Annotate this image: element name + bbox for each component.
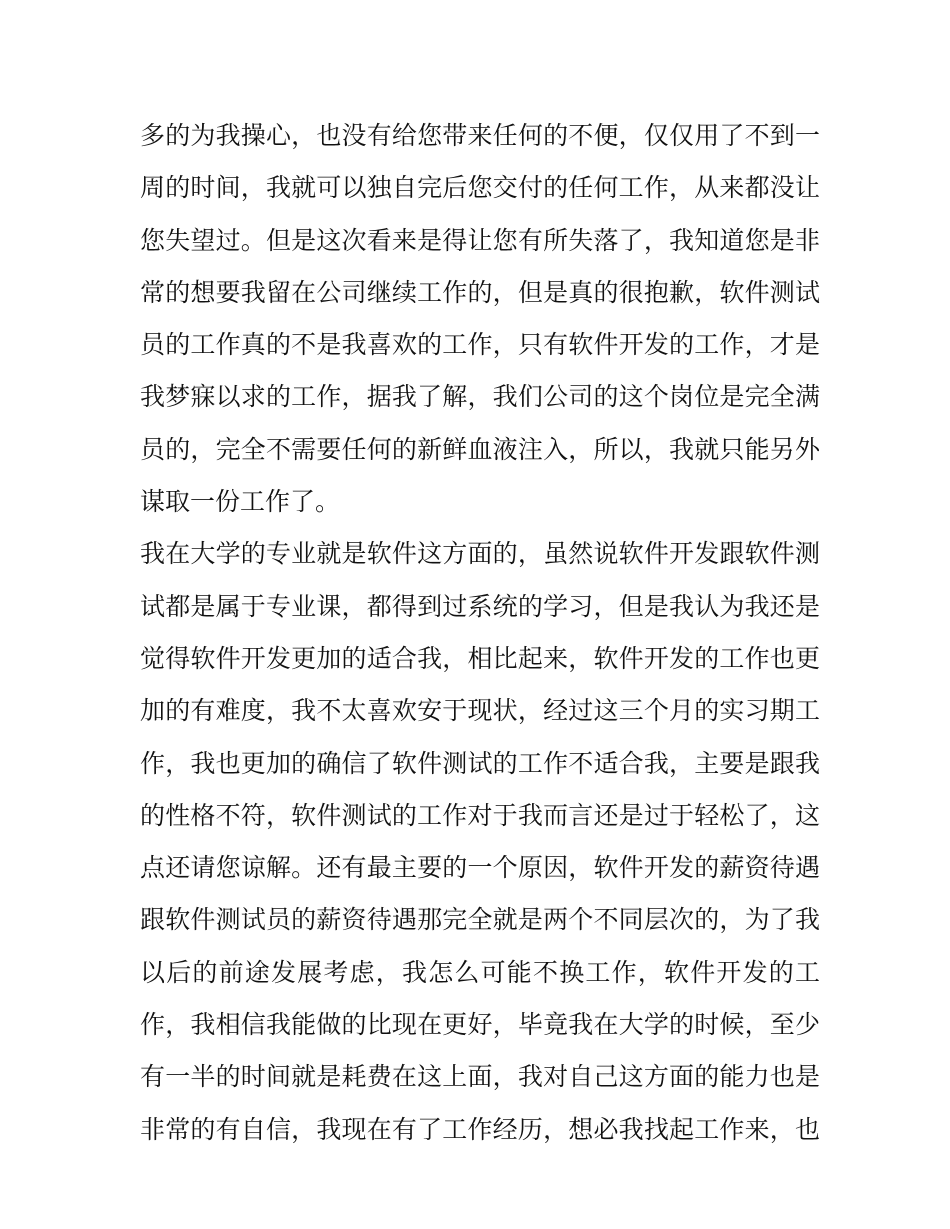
text-line: 觉得软件开发更加的适合我，相比起来，软件开发的工作也更 bbox=[140, 643, 820, 673]
text-line: 员的工作真的不是我喜欢的工作，只有软件开发的工作，才是 bbox=[140, 330, 820, 360]
text-line: 多的为我操心，也没有给您带来任何的不便，仅仅用了不到一 bbox=[140, 121, 820, 150]
text-line: 跟软件测试员的薪资待遇那完全就是两个不同层次的，为了我 bbox=[140, 905, 820, 935]
text-line: 非常的有自信，我现在有了工作经历，想必我找起工作来，也 bbox=[140, 1114, 820, 1144]
text-line: 有一半的时间就是耗费在这上面，我对自己这方面的能力也是 bbox=[140, 1062, 820, 1092]
text-line: 点还请您谅解。还有最主要的一个原因，软件开发的薪资待遇 bbox=[140, 853, 820, 883]
text-line: 的性格不符，软件测试的工作对于我而言还是过于轻松了，这 bbox=[140, 800, 820, 830]
text-line: 您失望过。但是这次看来是得让您有所失落了，我知道您是非 bbox=[140, 225, 820, 255]
text-line: 常的想要我留在公司继续工作的，但是真的很抱歉，软件测试 bbox=[140, 277, 820, 307]
text-line: 周的时间，我就可以独自完后您交付的任何工作，从来都没让 bbox=[140, 173, 820, 203]
text-line: 以后的前途发展考虑，我怎么可能不换工作，软件开发的工 bbox=[140, 957, 820, 987]
text-line: 我梦寐以求的工作，据我了解，我们公司的这个岗位是完全满 bbox=[140, 382, 820, 412]
body-text bbox=[140, 110, 820, 1156]
text-line: 作，我也更加的确信了软件测试的工作不适合我，主要是跟我 bbox=[140, 748, 820, 778]
text-line: 作，我相信我能做的比现在更好，毕竟我在大学的时候，至少 bbox=[140, 1010, 820, 1040]
text-line: 谋取一份工作了。 bbox=[140, 487, 341, 517]
text-line: 加的有难度，我不太喜欢安于现状，经过这三个月的实习期工 bbox=[140, 696, 820, 726]
text-line: 我在大学的专业就是软件这方面的，虽然说软件开发跟软件测 bbox=[140, 539, 820, 569]
text-line: 试都是属于专业课，都得到过系统的学习，但是我认为我还是 bbox=[140, 591, 820, 621]
text-line: 员的，完全不需要任何的新鲜血液注入，所以，我就只能另外 bbox=[140, 434, 820, 464]
